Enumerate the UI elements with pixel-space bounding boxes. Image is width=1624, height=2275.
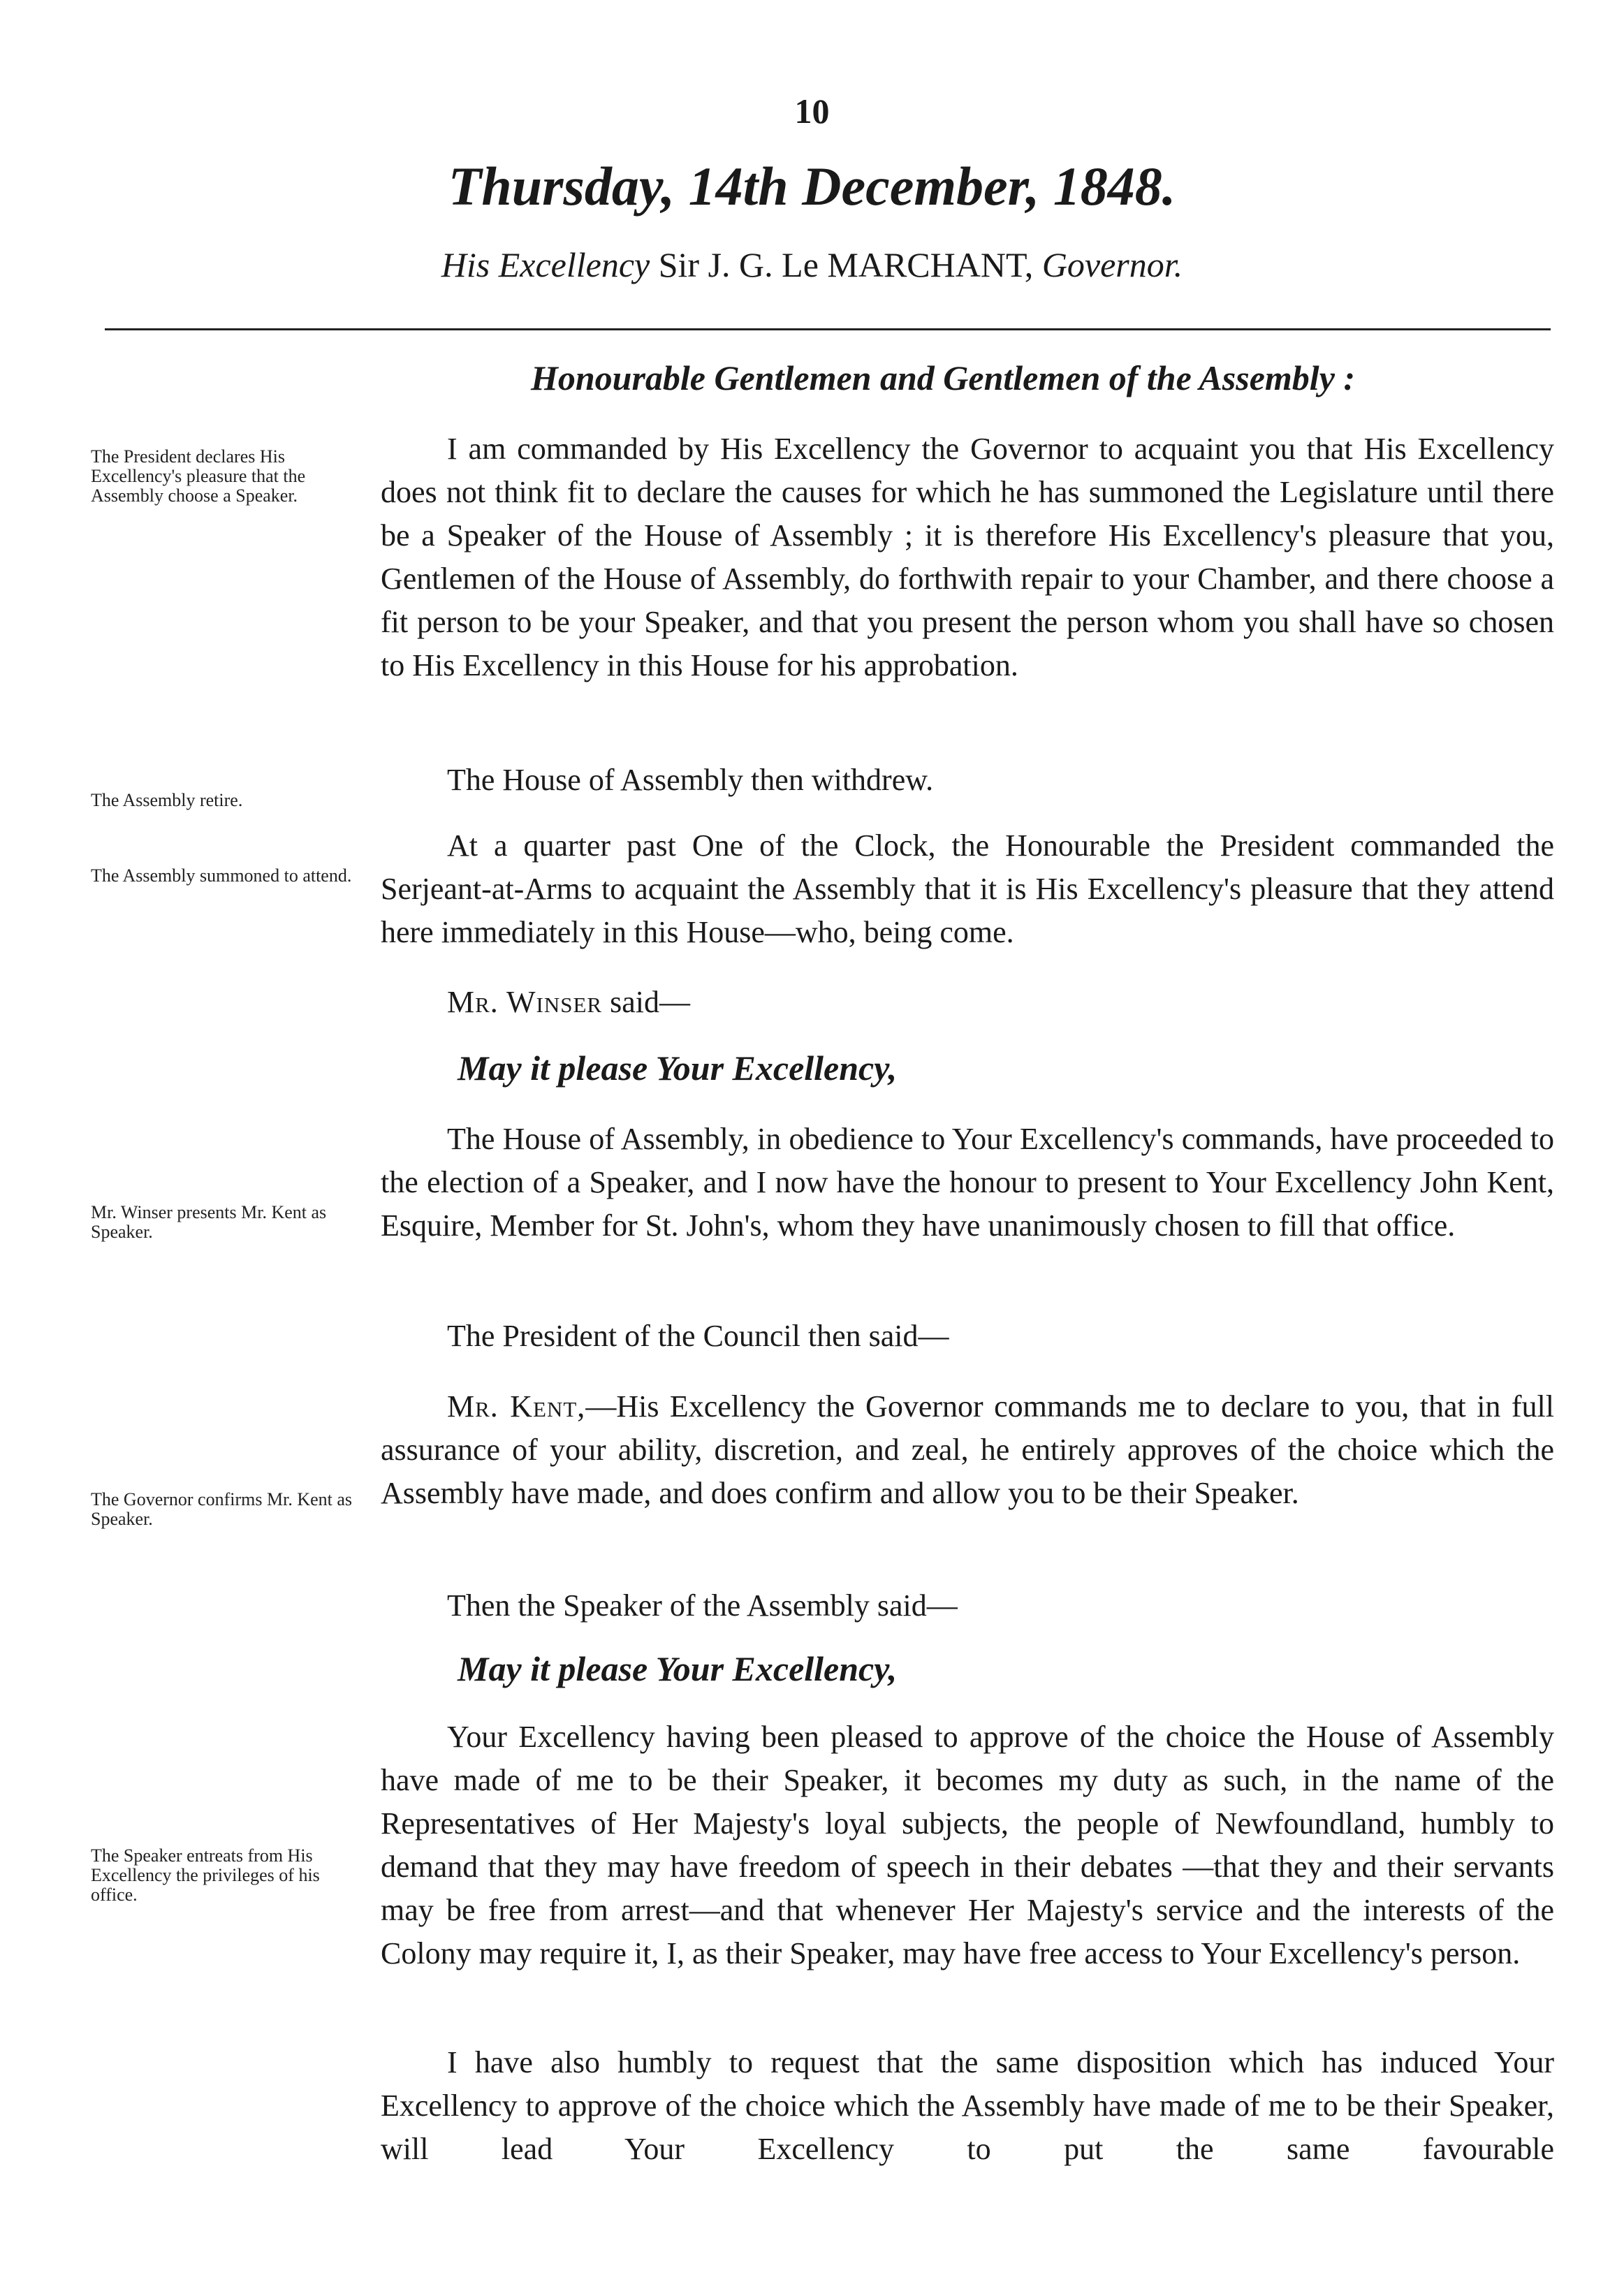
paragraph-governor-command: I am commanded by His Excellency the Governor to acquaint you that His Excellency does not think fit to declare the causes for which he has summoned the Legislature until there be a Speaker of the House of Assembly ; it is therefore His Excellency's pleasure that you, Gentlemen of the House of Assembly, do forthwith repair to your Chamber, and there choose a fit person to be your Speaker, and that you present the person whom you shall have so chosen to His Excellency in this House for his approbation. xyxy=(381,432,1554,682)
governor-line xyxy=(0,244,1624,285)
margin-note-president-declares: The President declares His Excellency's pleasure that the Assembly choose a Speaker. xyxy=(91,446,306,506)
governor-name: Sir J. G. Le MARCHANT, xyxy=(658,245,1034,284)
salutation-winser: May it please Your Excellency, xyxy=(458,1048,898,1088)
margin-note-assembly-summoned: The Assembly summoned to attend. xyxy=(91,865,352,886)
margin-note-governor-confirms: The Governor confirms Mr. Kent as Speaker. xyxy=(91,1489,353,1529)
paragraph-speaker-demands: Your Excellency having been pleased to approve of the choice the House of Assembly have made of me to be their Speaker, it becomes my duty as such, in the name of the Representatives of Her Majesty's loyal subjects, the people of Newfoundland, humbly to demand that they may have freedom of speech in their debates —that they and their servants may be free from arrest—and that whenever Her Majesty's service and the interests of the Colony may require it, I, as their Speaker, may have free access to Your Excellency's person. xyxy=(381,1720,1554,1970)
paragraph-quarter-past-one: At a quarter past One of the Clock, the Honourable the President commanded the Serjeant-at-Arms to acquaint the Assembly that it is His Excellency's pleasure that they attend here immediately in this House—who, being come. xyxy=(381,828,1554,949)
governor-prefix: His Excellency xyxy=(441,245,650,284)
paragraph-speaker-request: I have also humbly to request that the same disposition which has induced Your Excellency to approve of the choice which the Assembly have made of me to be their Speaker, will lead Your Excellency to put the same favourable xyxy=(381,2045,1554,2166)
kent-name: Mr. Kent, xyxy=(447,1389,586,1424)
salutation-speaker: May it please Your Excellency, xyxy=(458,1649,898,1688)
winser-name: Mr. Winser xyxy=(447,985,603,1019)
paragraph-president-said: The President of the Council then said— xyxy=(447,1319,949,1353)
paragraph-assembly-withdrew: The House of Assembly then withdrew. xyxy=(447,763,934,797)
paragraph-winser-speech: The House of Assembly, in obedience to Your Excellency's commands, have proceeded to the election of a Speaker, and I now have the honour to present to Your Excellency John Kent, Esquire, Member for St. John's, whom they have unanimously chosen to fill that office. xyxy=(381,1122,1554,1243)
margin-note-speaker-entreats: The Speaker entreats from His Excellency the privileges of his office. xyxy=(91,1845,320,1905)
paragraph-winser-said xyxy=(447,981,690,1024)
address-heading: Honourable Gentlemen and Gentlemen of the Assembly : xyxy=(530,358,1356,397)
paragraph-speaker-said: Then the Speaker of the Assembly said— xyxy=(447,1588,958,1623)
kent-approval-text: —His Excellency the Governor commands me to declare to you, that in full assurance of your ability, discretion, and zeal, he entirely approves of the choice which the Assembly have made, and does confirm and allow you to be their Speaker. xyxy=(381,1389,1554,1510)
date-heading: Thursday, 14th December, 1848. xyxy=(448,156,1176,217)
page-number: 10 xyxy=(794,92,830,131)
header-rule xyxy=(105,328,1551,330)
margin-note-assembly-retire: The Assembly retire. xyxy=(91,790,243,810)
paragraph-kent-approved xyxy=(381,1385,1554,1515)
governor-suffix: Governor. xyxy=(1041,245,1183,284)
margin-note-winser-presents: Mr. Winser presents Mr. Kent as Speaker. xyxy=(91,1202,327,1242)
winser-said: said— xyxy=(610,985,690,1019)
